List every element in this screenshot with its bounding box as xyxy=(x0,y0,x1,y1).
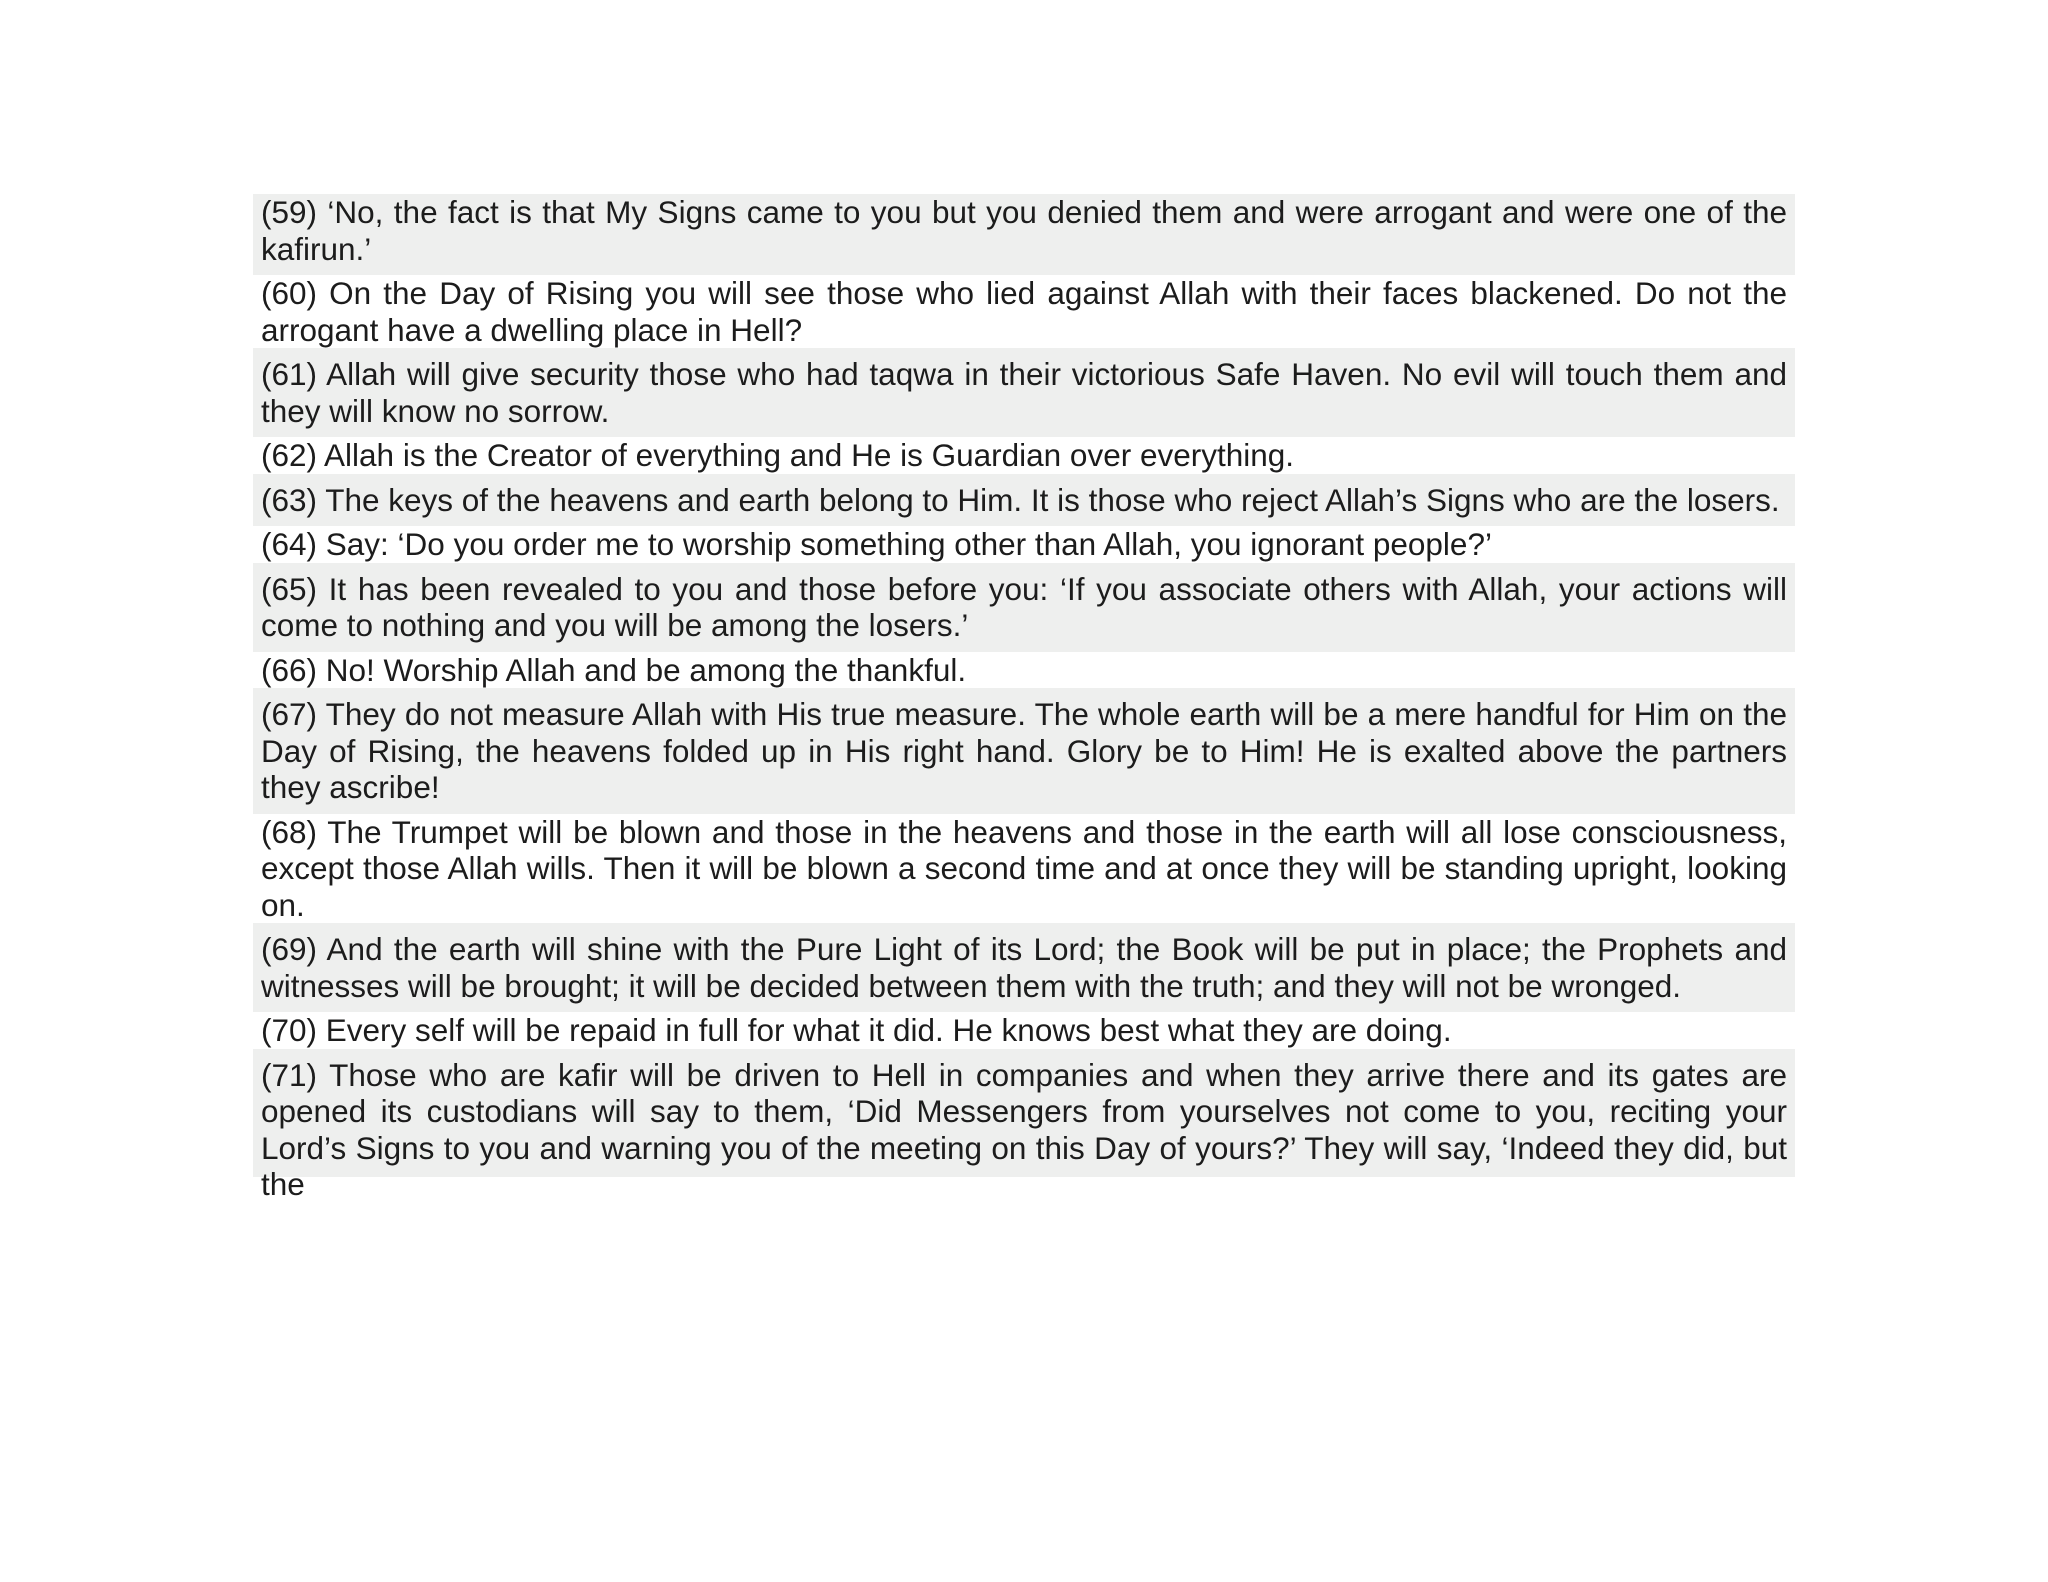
verse-table xyxy=(253,194,1795,1202)
verse-71: (71) Those who are kafir will be driven to Hell in companies and when they arrive there and its gates are opened its custodians will say to them, ‘Did Messengers from yourselves not come to you, reciting your Lord’s Signs to you and warning you of the meeting on this Day of yours?’ They will say, ‘Indeed they did, but the xyxy=(253,1057,1795,1167)
verse-61: (61) Allah will give security those who had taqwa in their victorious Safe Haven. No evil will touch them and they will know no sorrow. xyxy=(253,356,1795,429)
verse-60: (60) On the Day of Rising you will see those who lied against Allah with their faces blackened. Do not the arrogant have a dwelling place in Hell? xyxy=(253,275,1795,348)
verse-65: (65) It has been revealed to you and those before you: ‘If you associate others with Allah, your actions will come to nothing and you will be among the losers.’ xyxy=(253,571,1795,644)
verse-66: (66) No! Worship Allah and be among the thankful. xyxy=(253,652,1795,689)
verse-63: (63) The keys of the heavens and earth belong to Him. It is those who reject Allah’s Signs who are the losers. xyxy=(253,482,1795,519)
verse-62: (62) Allah is the Creator of everything and He is Guardian over everything. xyxy=(253,437,1795,474)
verse-70: (70) Every self will be repaid in full for what it did. He knows best what they are doing. xyxy=(253,1012,1795,1049)
verse-69: (69) And the earth will shine with the Pure Light of its Lord; the Book will be put in place; the Prophets and witnesses will be brought; it will be decided between them with the truth; and they will not be wronged. xyxy=(253,931,1795,1004)
verse-68: (68) The Trumpet will be blown and those in the heavens and those in the earth will all lose consciousness, except those Allah wills. Then it will be blown a second time and at once they will be standing upright, looking on. xyxy=(253,814,1795,924)
verse-64: (64) Say: ‘Do you order me to worship something other than Allah, you ignorant people?’ xyxy=(253,526,1795,563)
verse-59: (59) ‘No, the fact is that My Signs came to you but you denied them and were arrogant and were one of the kafirun.’ xyxy=(253,194,1795,267)
verse-67: (67) They do not measure Allah with His true measure. The whole earth will be a mere handful for Him on the Day of Rising, the heavens folded up in His right hand. Glory be to Him! He is exalted above the partners they ascribe! xyxy=(253,696,1795,806)
